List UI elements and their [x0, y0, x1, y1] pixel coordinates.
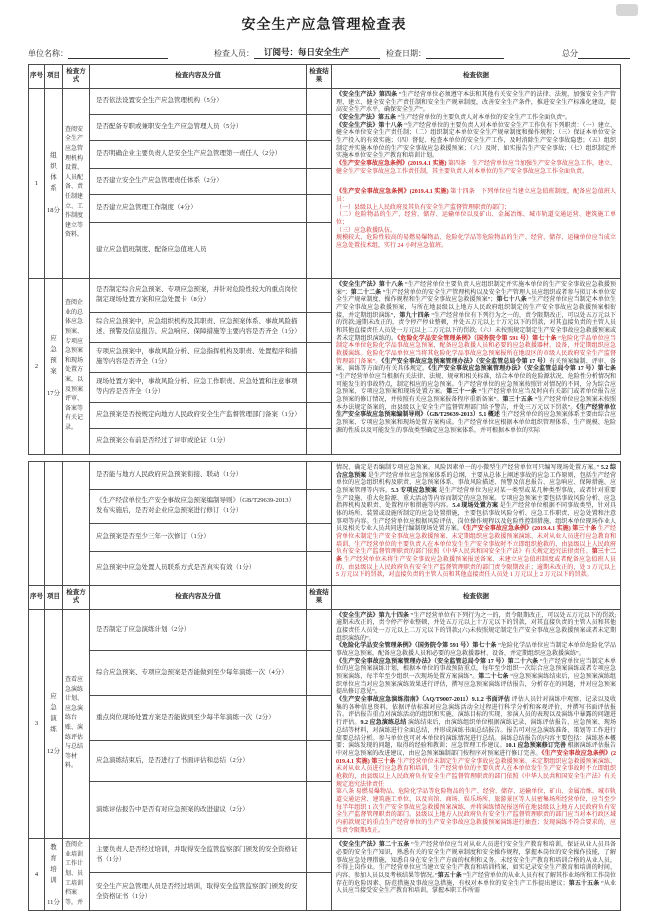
- unit-name-label: 单位名称：: [28, 49, 68, 58]
- col-header-result: 检查结果: [307, 585, 332, 609]
- col-header-method: 检查方式: [63, 585, 90, 609]
- unit-name-blank[interactable]: [68, 48, 168, 59]
- col-header-method: 检查方式: [63, 65, 90, 89]
- method-cell: 查阅企业的总体应急预案、专项应急预案和现场处置方案，以及预案评审、备案等有关记录。: [63, 278, 90, 454]
- result-cell[interactable]: [307, 372, 332, 402]
- project-name: 教育培训: [50, 843, 57, 884]
- project-name: 应急演练: [50, 692, 57, 733]
- result-cell[interactable]: [307, 114, 332, 140]
- check-item-text: 演练评估报告中是否有对应急预案的改进建议（2分）: [90, 781, 307, 838]
- table-header-row: [29, 585, 621, 609]
- result-cell[interactable]: [307, 839, 332, 873]
- col-header-result: 检查结果: [307, 65, 332, 89]
- project-cell: [45, 88, 63, 278]
- check-item-text: 综合应急预案中，应急组织机构及其职责、应急预案体系、事故风险描述、预警及信息报告、应急响应、保障措施等主要内容是否齐全（1分）: [90, 312, 307, 342]
- result-cell[interactable]: [307, 140, 332, 168]
- result-cell[interactable]: [307, 168, 332, 194]
- project-cell-empty: [45, 461, 63, 585]
- result-cell[interactable]: [307, 461, 332, 489]
- check-item-text: 安全生产应急管理人员是否经过培训，取得安全监管监察部门颁发的安全资格证书（1分）: [90, 872, 307, 911]
- check-item-text: 应急预案中应急处置人员联系方式是否真实有效（1分）: [90, 551, 307, 585]
- table-row: [29, 88, 621, 114]
- check-item-text: 是否配备专职或兼职安全生产应急管理人员（5分）: [90, 114, 307, 140]
- col-header-project: 项目: [45, 65, 63, 89]
- check-item-text: 综合应急预案、专项应急预案是否能做到至少每年演练一次（4分）: [90, 650, 307, 695]
- project-score: 18分: [47, 207, 60, 215]
- col-header-basis: 检查依据: [332, 585, 621, 609]
- result-cell[interactable]: [307, 278, 332, 312]
- check-item-text: 应急演练结束后，是否进行了书面评估和总结（2分）: [90, 740, 307, 781]
- result-cell[interactable]: [307, 312, 332, 342]
- table-row: [29, 461, 621, 489]
- table-row: [29, 839, 621, 873]
- basis-cell: 《安全生产法》第二十五条 “生产经营单位应当对从业人员进行安全生产教育和培训，保证从业人员具备必要的安全生产知识，熟悉有关的安全生产规章制度和安全操作规程，掌握本岗位的安全操作技能，了解事故应急处理措施，知悉自身在安全生产方面的权利和义务。未经安全生产教育和培训合格的从业人员，不得上岗作业。生产经营单位应当建立安全生产教育和培训档案，如实记录安全生产教育和培训的时间、内容、参加人员以及考核结果等情况。”第五十条 “生产经营单位的从业人员有权了解其作业场所和工作岗位存在的危险因素、防范措施及事故应急措施，有权对本单位的安全生产工作提出建议；第五十五条 “从业人员应当接受安全生产教育和培训，掌握本职工作所需: [332, 839, 621, 911]
- date-blank[interactable]: [426, 48, 504, 59]
- check-item-text: 是否制定综合应急预案、专项应急预案，并针对危险性较大的重点岗位制定现场处置方案和应急处置卡（8分）: [90, 278, 307, 312]
- check-item-text: 应急预案是否至少三年一次修订（1分）: [90, 523, 307, 551]
- method-cell: 查阅安全生产应急管理机构设置、人员配备、责任制建立、工作制度建立等资料。: [63, 88, 90, 278]
- page-title: 安全生产应急管理检查表: [241, 18, 407, 33]
- basis-cell: 《安全生产法》第四条 “生产经营单位必须遵守本法和其他有关安全生产的法律、法规，加强安全生产管理，建立、健全安全生产责任制和安全生产规章制度，改善安全生产条件，推进安全生产标准化建设，提高安全生产水平，确保安全生产”。 《安全生产法》第五条 “生产经营单位的主要负责人对本单位的安全生产工作全面负责”。 《安全生产法》第十八条 “生产经营单位的主要负责人对本单位安全生产工作负有下列职责：（一）建立、健全本单位安全生产责任制；（二）组织制定本单位安全生产规章制度和操作规程；（三）保证本单位安全生产投入的有效实施；（四）督促、检查本单位的安全生产工作，及时消除生产安全事故隐患；（五）组织制定并实施本单位的生产安全事故应急救援预案；（六）及时、如实报告生产安全事故；（七）组织制定并实施本单位安全生产教育和培训计划。 《生产安全事故应急条例》(2019.4.1 实施) 第四条 生产经营单位应当加强生产安全事故应急工作，建立、健全生产安全事故应急工作责任制，其主要负责人对本单位的生产安全事故应急工作全面负责。 《生产安全事故应急条例》(2019.4.1 实施) 第十四条 下列单位应当建立应急值班制度，配备应急值班人员： （一）县级以上人民政府及其负有安全生产监督管理职责的部门； （二）危险物品的生产、经营、储存、运输单位以及矿山、金属冶炼、城市轨道交通运营、建筑施工单位； （三）应急救援队伍。 规模较大、危险性较高的易燃易爆物品、危险化学品等危险物品的生产、经营、储存、运输单位应当成立应急处置技术组，实行 24 小时应急值班。: [332, 88, 621, 278]
- result-cell[interactable]: [307, 523, 332, 551]
- basis-cell: 情况，确定是否编制专项应急预案。风险因素单一的小微型生产经营单位可只编写现场处置方案。” 5.2 综合应急预案 是生产经营单位应急预案体系的总纲，主要从总体上阐述事故的应急工作原则，包括生产经营单位的应急组织机构及职责、应急预案体系、事故风险描述、预警及信息报告、应急响应、保障措施、应急预案管理等内容。5.3 专项应急预案 是生产经营单位为应对某一类型或某几种类型事故，或者针对重要生产设施、重大危险源、重大活动等内容而制定的应急预案。专项应急预案主要包括事故风险分析、应急指挥机构及职责、处置程序和措施等内容。5.4 现场处置方案 是生产经营单位根据不同事故类型，针对具体的场所、装置或设施所制定的应急处置措施，主要包括事故风险分析、应急工作职责、应急处置和注意事项等内容。生产经营单位应根据风险评估、岗位操作规程以及危险性控制措施，组织本单位现场作业人员及相关专业人员共同进行编制现场处置方案。《生产安全事故应急条例》(2019.4.1 实施) 第三十条 生产经营单位未制定生产安全事故应急救援预案、未定期组织应急救援预案演练、未对从业人员进行应急教育和培训，生产经营单位的主要负责人在本单位发生生产安全事故时不立即组织抢救的，由县级以上人民政府负有安全生产监督管理职责的部门依照《中华人民共和国安全生产法》有关规定追究法律责任。第三十二条 生产经营单位未将生产安全事故应急救援预案报送备案、未建立应急值班制度或者配备应急值班人员的，由县级以上人民政府负有安全生产监督管理职责的部门责令限期改正；逾期未改正的，处 3 万元以上 5 万元以下的罚款，对直接负责的主管人员和其他直接责任人员处 1 万元以上 2 万元以下的罚款。: [332, 461, 621, 585]
- check-item-text: 是否建立安全生产应急管理责任体系（2分）: [90, 168, 307, 194]
- table-row: [29, 278, 621, 312]
- result-cell[interactable]: [307, 402, 332, 428]
- result-cell[interactable]: [307, 489, 332, 523]
- basis-cell: 《安全生产法》第九十四条 “生产经营单位有下列行为之一的，责令限期改正，可以处五万元以下的罚款;逾期未改正的，责令停产停业整顿，并处五万元以上十万元以下的罚款，对其直接负责的主管人员和其他直接责任人员处一万元以上二万元以下的罚款;(六)未按照规定制定生产安全事故应急救援预案或者未定期组织演练的”。 《危险化学品安全管理条例》（国务院令第 591 号）第七十条 “危险化学品单位应当制定本单位危险化学品事故应急预案，配备应急救援人员和必要的应急救援器材、设备，并定期组织应急救援演练”。 《生产安全事故应急预案管理办法》（安全监管总局令第 17 号）第二十六条 “生产经营单位应当制定本单位的应急预案演练计划，根据本单位的事故预防重点，每年至少组织一次综合应急预案演练或者专项应急预案演练，每半年至少组织一次现场处置方案演练”。第二十七条 “应急预案演练结束后，应急预案演练组织单位应当对应急预案演练效果进行评估，撰写应急预案演练评估报告，分析存在的问题，并对应急预案提出修订意见”。 《生产安全事故应急演练指南》（AQ/T9007-2011）9.1.2 书面评估 评估人员针对演练中观察、记录以及收集的各种信息资料，依据评估标准对应急演练活动全过程进行科学分析和客观评价，并撰写书面评估报告。评估报告重点对演练活动的组织和实施、演练目标的实现、参演人员的表现以及演练中暴露的问题进行评估。9.2 应急演练总结 演练结束后，由演练组织单位根据演练记录、演练评估报告、应急预案、现场总结等材料，对演练进行全面总结，并形成演练书面总结报告。报告可对应急演练准备、策划等工作进行简要总结分析。参与单位也可对本单位的演练情况进行总结。演练总结报告的内容主要包括：演练基本概要；演练发现的问题，取得的经验和教训；应急管理工作建议。10.1 应急预案修订完善 根据演练评估报告中对应急预案的改进建议，由应急预案编制部门按程序对预案进行修订完善。《生产安全事故应急条例》(2019.4.1 实施) 第三十条 生产经营单位未制定生产安全事故应急救援预案、未定期组织应急救援预案演练、未对从业人员进行应急教育和培训，生产经营单位的主要负责人在本单位发生生产安全事故时不立即组织抢救的，由县级以上人民政府负有安全生产监督管理职责的部门依照《中华人民共和国安全生产法》有关规定追究法律责任 第八条 易燃易爆物品、危险化学品等危险物品的生产、经营、储存、运输单位，矿山、金属冶炼、城市轨道交通运营、建筑施工单位，以及宾馆、商场、娱乐场所、旅游景区等人员密集场所经营单位，应当至少每半年组织 1 次生产安全事故应急救援预案演练，并将演练情况报送所在地县级以上地方人民政府负有安全生产监督管理职责的部门。县级以上地方人民政府负有安全生产监督管理职责的部门应当对本行政区域内前款规定的重点生产经营单位的生产安全事故应急救援预案演练进行抽查；发现演练不符合要求的，应当责令限期改正。: [332, 609, 621, 838]
- result-cell[interactable]: [307, 222, 332, 278]
- checklist-table-block-1: [28, 64, 621, 455]
- result-cell[interactable]: [307, 88, 332, 114]
- table-row: [29, 609, 621, 650]
- seq-cell: 1: [29, 88, 45, 278]
- check-item-text: 是否明确企业主要负责人是安全生产应急管理第一责任人（2分）: [90, 140, 307, 168]
- check-item-text: 主要负责人是否经过培训，并取得安全监管监察部门颁发的安全资格证书（1分）: [90, 839, 307, 873]
- date-label: 检查日期：: [386, 49, 426, 58]
- col-header-project: 项目: [45, 585, 63, 609]
- check-item-text: 应急预案公布前是否经过了评审或论证（1分）: [90, 428, 307, 454]
- method-cell-empty: [63, 461, 90, 585]
- col-header-seq: 序号: [29, 585, 45, 609]
- project-cell: [45, 839, 63, 911]
- result-cell[interactable]: [307, 428, 332, 454]
- inspector-value: 订阅号：每日安全生产: [254, 46, 380, 59]
- method-cell: 查阅企业培训工作计划、员工培训档案等，并: [63, 839, 90, 911]
- check-item-text: 建立应急值班制度、配备应急值班人员: [90, 222, 307, 278]
- check-item-text: 是否依法设置安全生产应急管理机构（5分）: [90, 88, 307, 114]
- check-item-text: 是否制定了应急演练计划（2分）: [90, 609, 307, 650]
- project-cell: [45, 278, 63, 454]
- result-cell[interactable]: [307, 872, 332, 911]
- project-name: 组织体系: [50, 152, 57, 193]
- corner-watermark: [616, 4, 638, 16]
- method-cell: 查看应急演练计划、应急演练台账、演练评估与总结等材料。: [63, 609, 90, 838]
- info-bar: [28, 46, 624, 59]
- check-item-text: 重点岗位现场处置方案是否能做到至少每半年演练一次（2分）: [90, 695, 307, 740]
- seq-cell-empty: [29, 461, 45, 585]
- col-header-basis: 检查依据: [332, 65, 621, 89]
- col-header-seq: 序号: [29, 65, 45, 89]
- inspector-label: 检查人员：: [214, 49, 254, 58]
- seq-cell: 4: [29, 839, 45, 911]
- seq-cell: 2: [29, 278, 45, 454]
- total-score-blank[interactable]: [578, 48, 630, 59]
- col-header-content: 检查内容及分值: [90, 65, 307, 89]
- table-header-row: [29, 65, 621, 89]
- check-item-text: 现场处置方案中，事故风险分析、应急工作职责、应急处置和注意事项等内容是否齐全（1分）: [90, 372, 307, 402]
- basis-cell: 《安全生产法》第十八条 “生产经营单位主要负责人应组织制定并实施本单位的生产安全事故应急救援预案”；第二十二条 “生产经营单位的安全生产管理机构以及安全生产管理人员应组织或者参与拟订本单位安全生产规章制度、操作规程和生产安全事故应急救援预案”；第七十八条 “生产经营单位应当制定本单位生产安全事故应急救援预案，与所在地县级以上地方人民政府组织制定的生产安全事故应急救援预案相衔接，并定期组织演练”，第九十四条 “生产经营单位有下列行为之一的，责令限期改正，可以处五万元以下的罚款;逾期未改正的，责令停产停业整顿，并处五万元以上十万元以下的罚款，对其直接负责的主管人员和其他直接责任人员处一万元以上二万元以下的罚款;（六）未按照规定制定生产安全事故应急救援预案或者未定期组织演练的。《危险化学品安全管理条例》（国务院令第 591 号）第七十条 “危险化学品单位应当制定本单位危险化学品事故应急预案，配备应急救援人员和必要的应急救援器材、设备，并定期组织应急救援演练。危险化学品单位应当将其危险化学品事故应急预案报所在地设区的市级人民政府安全生产监督管理部门备案”。《生产安全事故应急预案管理办法》（安全监管总局令第 17 号）有关预案编制、评审、备案、演练等方面的有关具体规定。《生产安全事故应急预案管理办法》（安全监管总局令第 17 号）第七条 “生产经营单位应当根据有关法律、法规、规章和相关标准，结合本单位的危险源状况、危险性分析情况和可能发生的事故特点，制定相应的应急预案。生产经营单位的应急预案按照针对情况的不同，分为综合应急预案、专项应急预案和现场处置方案。第三十一条 “生产经营单位应当及时向有关部门或者单位报告应急预案的修订情况，并按照有关应急预案报备程序重新备案”。第三十五条 “生产经营单位应急预案未按照本办法规定备案的，由县级以上安全生产监督管理部门给予警告，并处三万元以下罚款”。《生产经营单位生产安全事故应急预案编制导则》（GB/T29639-2013）5.1 概述 生产经营单位的应急预案体系主要由综合应急预案、专项应急预案和现场处置方案构成。生产经营单位应根据本单位组织管理体系、生产规模、危险源的性质以及可能发生的事故类型确定应急预案体系，并可根据本单位的实际: [332, 278, 621, 454]
- result-cell[interactable]: [307, 194, 332, 222]
- project-name: 应急预案: [50, 335, 57, 376]
- project-score: 12分: [47, 747, 60, 755]
- total-score-label: 总分: [562, 49, 578, 58]
- col-header-content: 检查内容及分值: [90, 585, 307, 609]
- result-cell[interactable]: [307, 650, 332, 695]
- seq-cell: 3: [29, 609, 45, 838]
- result-cell[interactable]: [307, 609, 332, 650]
- checklist-table-block-2: [28, 461, 621, 911]
- project-cell: [45, 609, 63, 838]
- check-item-text: 是否建立应急管理工作制度（4分）: [90, 194, 307, 222]
- check-item-text: 是否能与地方人民政府应急预案衔接、联动（1分）: [90, 461, 307, 489]
- result-cell[interactable]: [307, 695, 332, 740]
- check-item-text: 《生产经营单位生产安全事故应急预案编制导则》（GB/T29639-2013）发布实施后，是否对企业应急预案进行修订（1分）: [90, 489, 307, 523]
- result-cell[interactable]: [307, 342, 332, 372]
- check-item-text: 应急预案是否按规定向地方人民政府安全生产监督管理部门备案（1分）: [90, 402, 307, 428]
- result-cell[interactable]: [307, 551, 332, 585]
- result-cell[interactable]: [307, 781, 332, 838]
- result-cell[interactable]: [307, 740, 332, 781]
- project-score: 11分: [47, 898, 60, 906]
- project-score: 17分: [47, 390, 60, 398]
- check-item-text: 专项应急预案中，事故风险分析、应急指挥机构及职责、处置程序和措施等内容是否齐全（1分）: [90, 342, 307, 372]
